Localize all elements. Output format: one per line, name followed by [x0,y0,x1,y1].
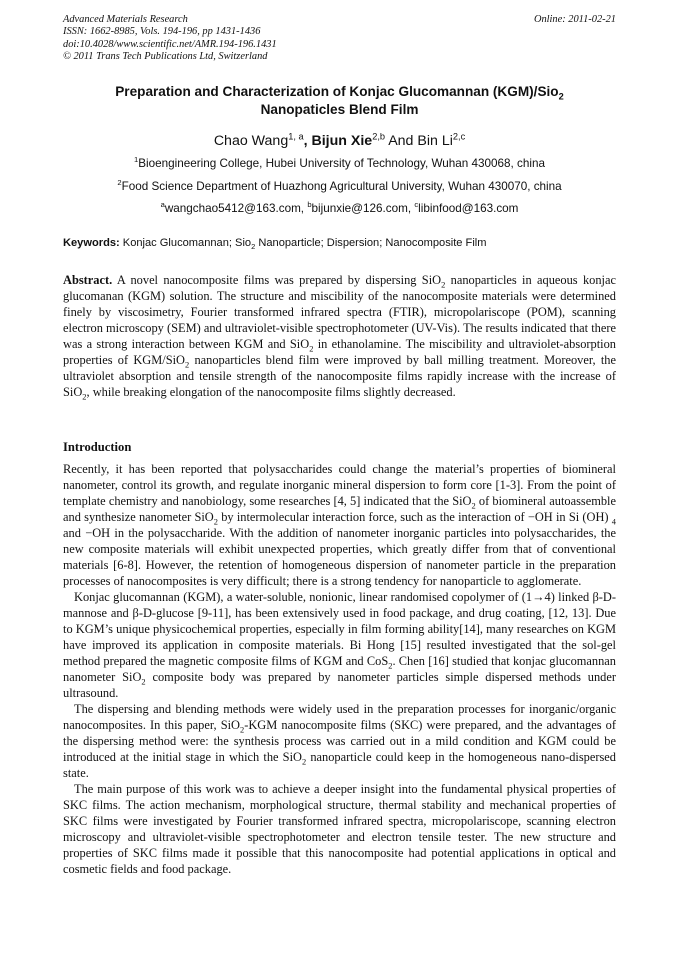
keywords-label: Keywords: [63,237,120,249]
online-date: Online: 2011-02-21 [533,14,616,25]
intro-paragraph-1: Recently, it has been reported that polysaccharides could change the material’s properties of biomineral nanometer, control its growth, and regulate inorganic mineral dispersion to form core [1-3]. From the point of template chemistry and nanobiology, some researches [4, 5] indicated that the SiO$_2$ of biomineral autoassemble and synthesize nanometer SiO$_2$ by intermolecular interaction force, such as the interaction of −OH in Si (OH) $_4$ and −OH in the polysaccharide. With the addition of nanometer inorganic particles into polysaccharides, the new composite materials will exhibit unexpected properties, which greatly differ from that of conventional materials [6-8]. However, the retention of homogeneous dispersion of nanometer particle in the preparation processes of nanocomposites is very difficult; there is a strong tendency for nanoparticle to agglomerate. [63,462,616,589]
intro-paragraph-4: The main purpose of this work was to achieve a deeper insight into the fundamental physical properties of SKC films. The action mechanism, morphological structure, thermal stability and mechanical properties of SKC films were investigated by Fourier transformed infrared spectra, micropolariscope, scanning electron microscopy and ultraviolet-visible spectrophotometer and electron tensile tester. The new structure and properties of SKC films made it possible that this nanocomposite had potential applications in optical and cosmetic fields and food package. [63,782,616,877]
introduction-heading: Introduction [63,440,132,454]
paper-title: Preparation and Characterization of Konjac Glucomannan (KGM)/Sio$_2$ Nanopaticles Blend Film [115,84,564,117]
doi-line: doi:10.4028/www.scientific.net/AMR.194-196.1431 [63,38,277,50]
issn-line: ISSN: 1662-8985, Vols. 194-196, pp 1431-1436 [63,26,261,38]
intro-paragraph-2: Konjac glucomannan (KGM), a water-soluble, nonionic, linear randomised copolymer of (1→4) linked β-D-mannose and β-D-glucose [9-11], has been extensively used in food package, and drug coating, [12, 13]. Due to KGM’s unique physicochemical properties, especially in film forming ability[14], many researches on KGM have improved its application in composite materials. Bi Hong [15] resulted investigated that the sol-gel method prepared the magnetic composite films of KGM and CoS$_2$. Chen [16] studied that konjac glucomannan nanometer SiO$_2$ composite body was prepared by nanometer particles simple dispersed methods under ultrasound. [63,590,617,701]
journal-header [63,14,616,64]
copyright-line: © 2011 Trans Tech Publications Ltd, Switzerland [63,51,268,63]
email-line: $^a$wangchao5412@163.com, $^b$bijunxie@126.com, $^c$libinfood@163.com [160,200,519,215]
journal-name: Advanced Materials Research [63,14,188,25]
affiliation-1: $^1$Bioengineering College, Hubei University of Technology, Wuhan 430068, china [134,155,545,170]
introduction-body [63,461,616,877]
affiliation-2: $^2$Food Science Department of Huazhong Agricultural University, Wuhan 430070, china [117,178,562,193]
keywords: Keywords: Konjac Glucomannan; Sio$_2$ Nanoparticle; Dispersion; Nanocomposite Film [63,237,487,252]
abstract-label: Abstract. [63,273,113,287]
author-list: Chao Wang$^{1, a}$, Bijun Xie$^{2,b}$ And Bin Li$^{2,c}$ [213,131,466,149]
intro-paragraph-3: The dispersing and blending methods were widely used in the preparation processes for inorganic/organic nanocomposites. In this paper, SiO$_2$-KGM nanocomposite films (SKC) were prepared, and the advantages of the dispersing method were: the synthesis process was carried out in a mild condition and KGM could be introduced at the initial stage in which the SiO$_2$ nanoparticle could keep in the homogeneous nano-dispersed state. [63,702,616,781]
abstract: Abstract. A novel nanocomposite films was prepared by dispersing SiO$_2$ nanoparticles in aqueous konjac glucomanan (KGM) solution. The structure and miscibility of the nanocomposite materials were determined finely by viscosimetry, Fourier transformed infrared spectra (FTIR), micropolariscope (POM), scanning electron microscopy (SEM) and ultraviolet-visible spectrophotometer (UV-Vis). The results indicated that there was a strong interaction between KGM and SiO$_2$ in ethanolamine. The miscibility and ultraviolet-absorption properties of KGM/SiO$_2$ nanoparticles blend film were improved by ball milling treatment. Moreover, the ultraviolet absorption and tensile strength of the nanocomposite films rapidly increase with the increase of SiO$_2$, while breaking elongation of the nanocomposite films slightly decreased. [63,273,616,402]
